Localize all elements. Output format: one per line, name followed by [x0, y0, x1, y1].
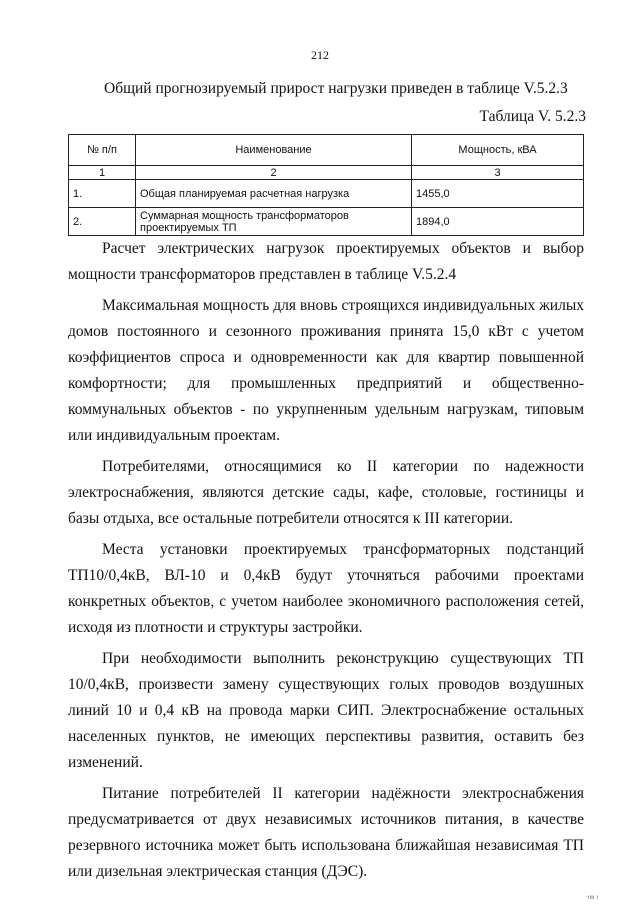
- table-row: [69, 180, 584, 208]
- corner-mark: ·ıııı ı: [585, 894, 598, 901]
- header-number: № п/п: [69, 135, 136, 166]
- row-number: 2.: [69, 208, 136, 236]
- table-label: Таблица V. 5.2.3: [479, 108, 586, 125]
- paragraph: Места установки проектируемых трансформаторных подстанций ТП10/0,4кВ, ВЛ-10 и 0,4кВ будут уточняться рабочими проектами конкретных объектов, с учетом наиболее экономичного расположения сетей, исходя из плотности и структуры застройки.: [68, 541, 584, 636]
- paragraph: Максимальная мощность для вновь строящихся индивидуальных жилых домов постоянного и сезонного проживания принята 15,0 кВт с учетом коэффициентов спроса и одновременности как для квартир повышенной комфортности; для промышленных предприятий и общественно-коммунальных объектов - по укрупненным удельным нагрузкам, типовым или индивидуальным проектам.: [68, 297, 584, 444]
- table-header-row: [69, 135, 584, 166]
- load-table: [68, 134, 584, 236]
- header-name: Наименование: [136, 135, 412, 166]
- paragraph: Потребителями, относящимися ко II категории по надежности электроснабжения, являются детские сады, кафе, столовые, гостиницы и базы отдыха, все остальные потребители относятся к III категории.: [68, 458, 584, 527]
- column-number: 3: [412, 166, 584, 180]
- header-power: Мощность, кВА: [412, 135, 584, 166]
- paragraph: При необходимости выполнить реконструкцию существующих ТП 10/0,4кВ, произвести замену существующих голых проводов воздушных линий 10 и 0,4 кВ на провода марки СИП. Электроснабжение остальных населенных пунктов, не имеющих перспективы развития, оставить без изменений.: [68, 650, 584, 771]
- row-power: 1455,0: [412, 180, 584, 208]
- row-number: 1.: [69, 180, 136, 208]
- body-text: [68, 236, 584, 890]
- column-number: 1: [69, 166, 136, 180]
- row-name: Суммарная мощность трансформаторов проектируемых ТП: [136, 208, 412, 236]
- row-name: Общая планируемая расчетная нагрузка: [136, 180, 412, 208]
- table-intro-text: Общий прогнозируемый прирост нагрузки приведен в таблице V.5.2.3: [104, 80, 568, 97]
- paragraph: Расчет электрических нагрузок проектируемых объектов и выбор мощности трансформаторов представлен в таблице V.5.2.4: [68, 240, 584, 283]
- table-column-numbers-row: [69, 166, 584, 180]
- table-row: [69, 208, 584, 236]
- page-number: 212: [311, 48, 329, 62]
- paragraph: Питание потребителей II категории надёжности электроснабжения предусматривается от двух независимых источников питания, в качестве резервного источника может быть использована ближайшая независимая ТП или дизельная электрическая станция (ДЭС).: [68, 785, 584, 880]
- row-power: 1894,0: [412, 208, 584, 236]
- column-number: 2: [136, 166, 412, 180]
